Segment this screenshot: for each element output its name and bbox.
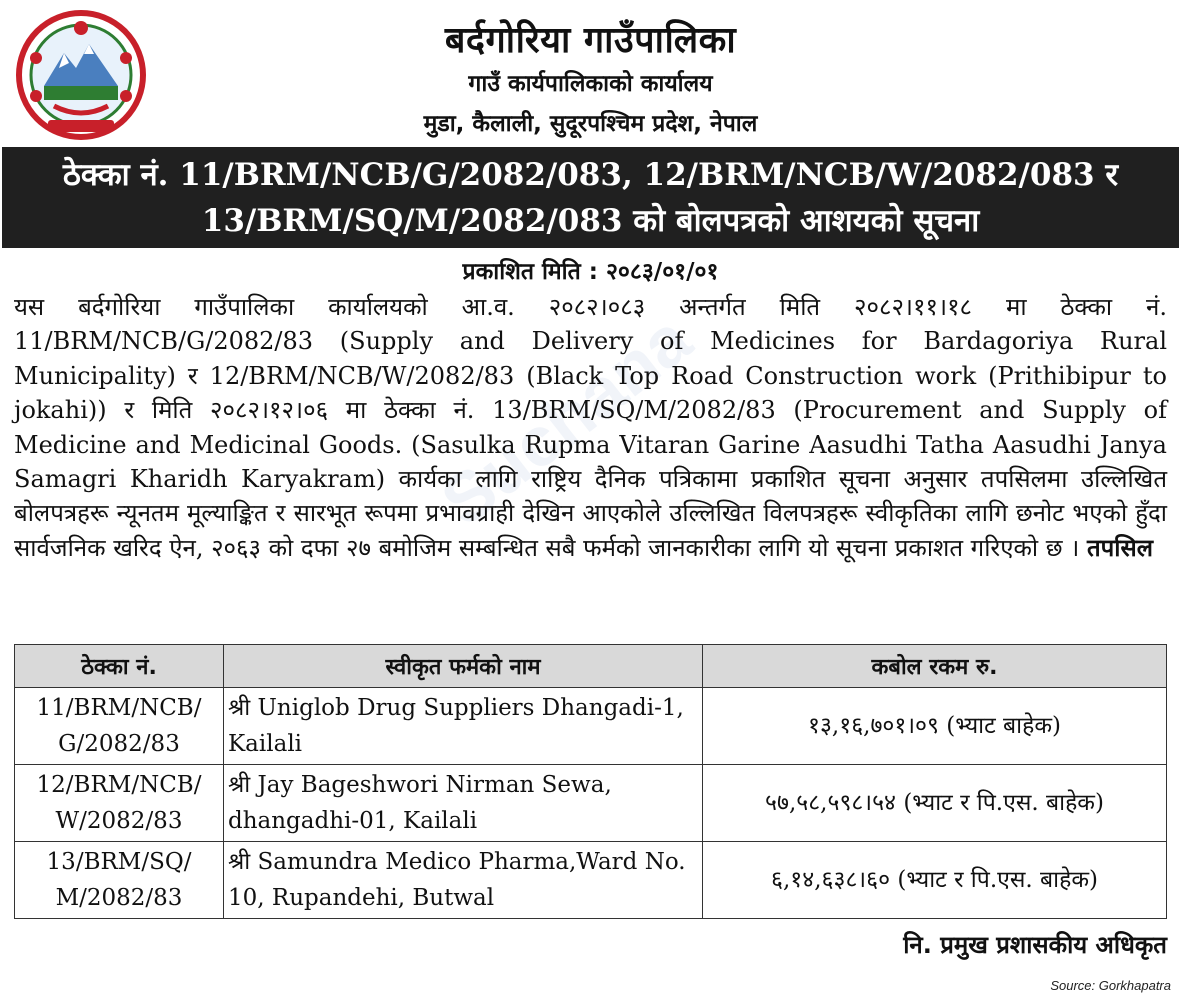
contract-no-cell: 11/BRM/NCB/ G/2082/83	[15, 688, 224, 765]
office-subtitle: गाउँ कार्यपालिकाको कार्यालय	[468, 71, 713, 97]
firm-name-cell: श्री Uniglob Drug Suppliers Dhangadi-1, Kailali	[224, 688, 703, 765]
bid-amount-cell: ६,१४,६३८।६० (भ्याट र पि.एस. बाहेक)	[703, 842, 1167, 919]
notice-body-text: यस बर्दगोरिया गाउँपालिका कार्यालयको आ.व. २०८२।०८३ अन्तर्गत मिति २०८२।११।१८ मा ठेक्का नं. 11/BRM/NCB/G/2082/83 (Supply and Delivery of Medicines for Bardagoriya Rural Municipality) र 12/BRM/NCB/W/2082/83 (Black Top Road Construction work (Prithibipur to jokahi)) र मिति २०८२।१२।०६ मा ठेक्का नं. 13/BRM/SQ/M/2082/83 (Procurement and Supply of Medicine and Medicinal Goods. (Sasulka Rupma Vitaran Garine Aasudhi Tatha Aasudhi Janya Samagri Kharidh Karyakram) कार्यका लागि राष्ट्रिय दैनिक पत्रिकामा प्रकाशित सूचना अनुसार तपसिलमा उल्लिखित बोलपत्रहरू न्यूनतम मूल्याङ्कित र सारभूत रूपमा प्रभावग्राही देखिन आएकोले उल्लिखित विलपत्रहरू स्वीकृतिका लागि छनोट भएको हुँदा सार्वजनिक खरिद ऐन, २०६३ को दफा २७ बमोजिम सम्बन्धित सबै फर्मको जानकारीका लागि यो सूचना प्रकाशत गरिएको छ ।	[14, 293, 1167, 562]
contract-no-cell: 12/BRM/NCB/ W/2082/83	[15, 765, 224, 842]
office-address: मुडा, कैलाली, सुदूरपश्चिम प्रदेश, नेपाल	[423, 111, 758, 137]
notice-header	[0, 0, 1181, 148]
notice-banner	[2, 147, 1179, 248]
header-bid-amount: कबोल रकम रु.	[703, 645, 1167, 688]
header-firm-name: स्वीकृत फर्मको नाम	[224, 645, 703, 688]
table-header-row	[15, 645, 1167, 688]
notice-body	[14, 290, 1167, 565]
bid-amount-cell: १३,१६,७०१।०९ (भ्याट बाहेक)	[703, 688, 1167, 765]
watermark: Suchana	[426, 299, 705, 541]
bid-amount-cell: ५७,५८,५९८।५४ (भ्याट र पि.एस. बाहेक)	[703, 765, 1167, 842]
municipality-title: बर्दगोरिया गाउँपालिका	[444, 20, 737, 61]
firm-name-cell: श्री Samundra Medico Pharma,Ward No. 10, Rupandehi, Butwal	[224, 842, 703, 919]
table-row	[15, 842, 1167, 919]
table-row	[15, 688, 1167, 765]
award-table	[14, 644, 1167, 919]
notice-body-tail: तपसिल	[1086, 532, 1153, 562]
banner-line-2: 13/BRM/SQ/M/2082/083 को बोलपत्रको आशयको सूचना	[201, 203, 980, 239]
contract-no-cell: 13/BRM/SQ/ M/2082/83	[15, 842, 224, 919]
publish-date: प्रकाशित मिति : २०८३/०१/०१	[462, 259, 719, 285]
header-contract-no: ठेक्का नं.	[15, 645, 224, 688]
source-credit: Source: Gorkhapatra	[1050, 978, 1171, 993]
banner-line-1: ठेक्का नं. 11/BRM/NCB/G/2082/083, 12/BRM/NCB/W/2082/083 र	[62, 157, 1119, 193]
signatory-title: नि. प्रमुख प्रशासकीय अधिकृत	[903, 931, 1167, 959]
table-row	[15, 765, 1167, 842]
firm-name-cell: श्री Jay Bageshwori Nirman Sewa, dhangadhi-01, Kailali	[224, 765, 703, 842]
